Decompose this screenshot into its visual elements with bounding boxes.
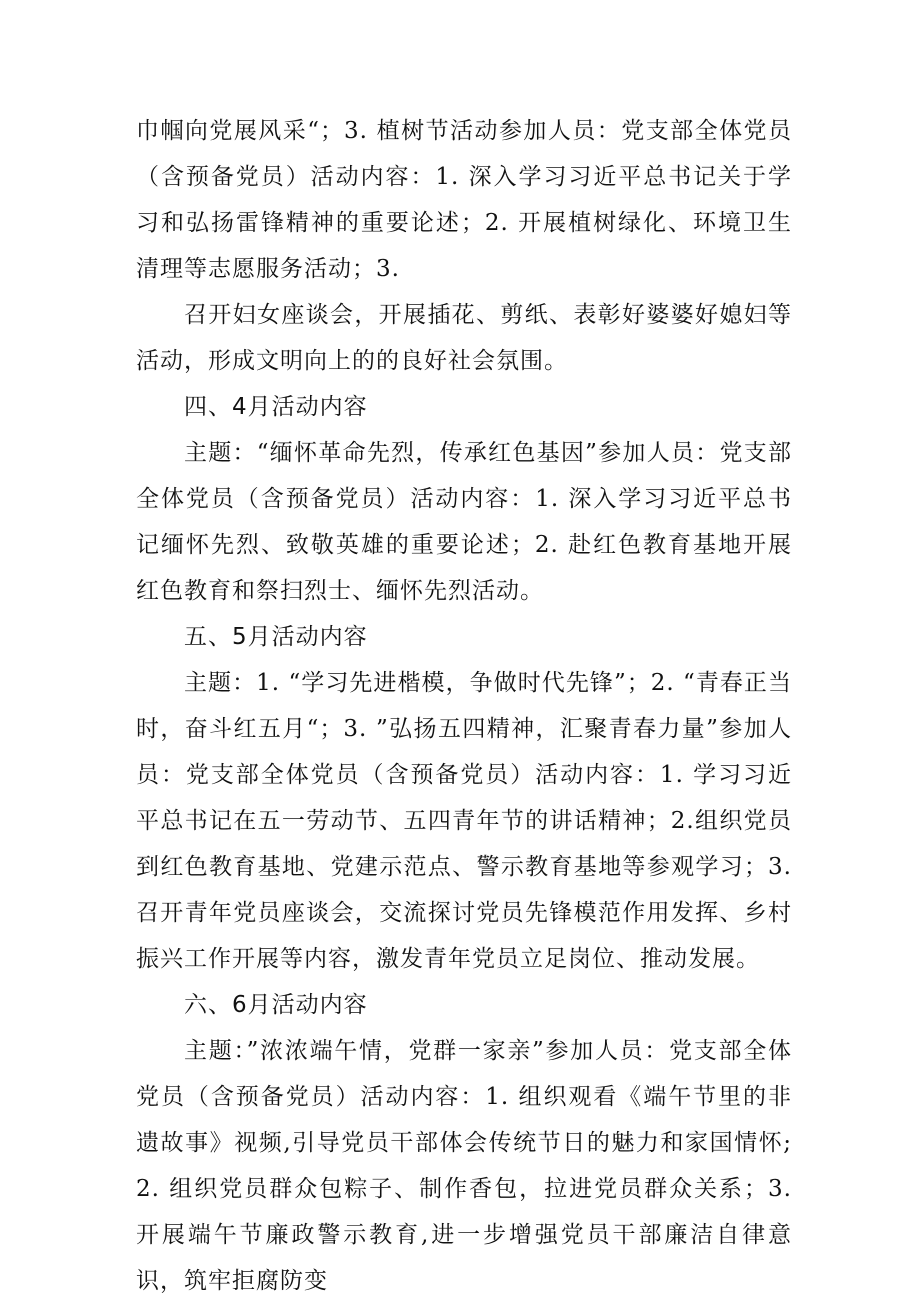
paragraph-may-content: 主题：1. “学习先进楷模，争做时代先锋”；2. “青春正当时，奋斗红五月“；3. ”弘扬五四精神，汇聚青春力量”参加人员：党支部全体党员（含预备党员）活动内容：1. 学习习近平总书记在五一劳动节、五四青年节的讲话精神；2.组织党员到红色教育基地、党建示范点、警示教育基地等参观学习；3. 召开青年党员座谈会，交流探讨党员先锋模范作用发挥、乡村振兴工作开展等内容，激发青年党员立足岗位、推动发展。 — [136, 670, 792, 972]
paragraph-body-2: 召开妇女座谈会，开展插花、剪纸、表彰好婆婆好媳妇等活动，形成文明向上的的良好社会氛围。 — [136, 302, 792, 374]
paragraph-body-1: 巾帼向党展风采“；3. 植树节活动参加人员：党支部全体党员（含预备党员）活动内容：1. 深入学习习近平总书记关于学习和弘扬雷锋精神的重要论述；2. 开展植树绿化、环境卫生清理等志愿服务活动；3. — [136, 118, 792, 282]
paragraph-april-content: 主题：“缅怀革命先烈，传承红色基因”参加人员：党支部全体党员（含预备党员）活动内容：1. 深入学习习近平总书记缅怀先烈、致敬英雄的重要论述；2. 赴红色教育基地开展红色教育和祭扫烈士、缅怀先烈活动。 — [136, 440, 792, 604]
section-heading-june: 六、6月活动内容 — [184, 992, 368, 1018]
section-heading-may: 五、5月活动内容 — [184, 624, 368, 650]
document-page — [136, 108, 792, 1304]
paragraph-june-content: 主题：”浓浓端午情，党群一家亲”参加人员：党支部全体党员（含预备党员）活动内容：1. 组织观看《端午节里的非遗故事》视频,引导党员干部体会传统节日的魅力和家国情怀; 2. 组织党员群众包粽子、制作香包，拉进党员群众关系；3. 开展端午节廉政警示教育,进一步增强党员干部廉洁自律意识，筑牢拒腐防变 — [136, 1038, 792, 1294]
section-heading-april: 四、4月活动内容 — [184, 394, 368, 420]
